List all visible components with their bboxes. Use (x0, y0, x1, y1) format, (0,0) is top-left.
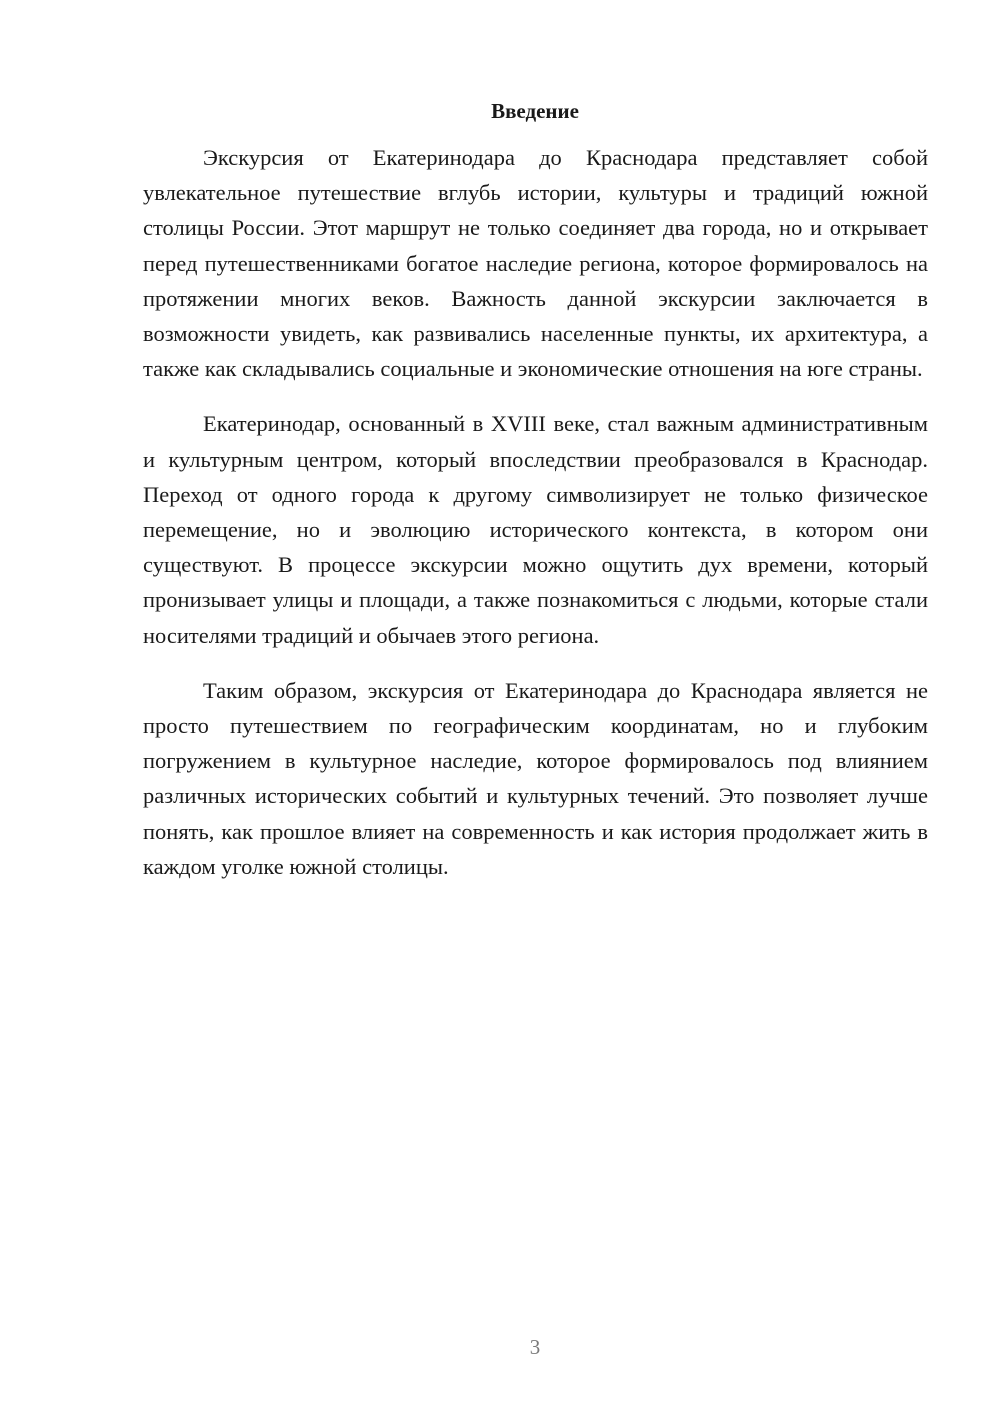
paragraph-1: Экскурсия от Екатеринодара до Краснодара представляет собой увлекательное путешествие вглубь истории, культуры и традиций южной столицы России. Этот маршрут не только соединяет два города, но и открывает перед путешественниками богатое наследие региона, которое формировалось на протяжении многих веков. Важность данной экскурсии заключается в возможности увидеть, как развивались населенные пункты, их архитектура, а также как складывались социальные и экономические отношения на юге страны. (143, 145, 928, 382)
paragraph-2: Екатеринодар, основанный в XVIII веке, стал важным административным и культурным центром, который впоследствии преобразовался в Краснодар. Переход от одного города к другому символизирует не только физическое перемещение, но и эволюцию исторического контекста, в котором они существуют. В процессе экскурсии можно ощутить дух времени, который пронизывает улицы и площади, а также познакомиться с людьми, которые стали носителями традиций и обычаев этого региона. (143, 411, 928, 648)
page-number: 3 (529, 1335, 541, 1359)
page-title: Введение (491, 99, 579, 123)
body-text (143, 140, 928, 904)
paragraph-3: Таким образом, экскурсия от Екатеринодара до Краснодара является не просто путешествием по географическим координатам, но и глубоким погружением в культурное наследие, которое формировалось под влиянием различных исторических событий и культурных течений. Это позволяет лучше понять, как прошлое влияет на современность и как история продолжает жить в каждом уголке южной столицы. (143, 677, 928, 879)
